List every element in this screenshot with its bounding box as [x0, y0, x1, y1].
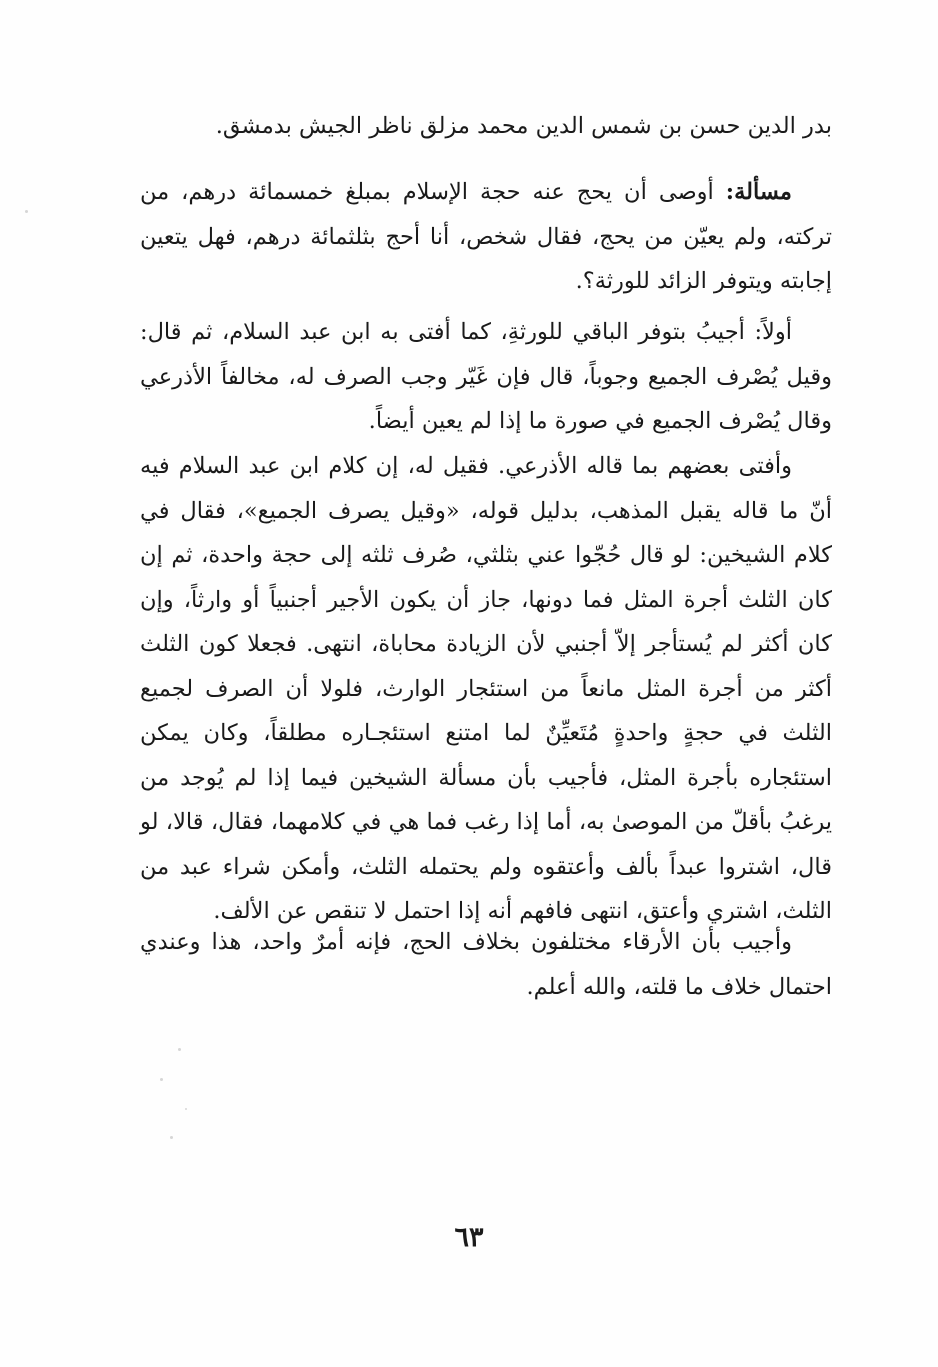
page-number: ٦٣ — [454, 1222, 484, 1253]
paragraph-question — [140, 170, 832, 304]
paragraph-discussion: وأفتى بعضهم بما قاله الأذرعي. فقيل له، إن كلام ابن عبد السلام فيه أنّ ما قاله يقبل المذهب، بدليل قوله، «وقيل يصرف الجميع»، فقال في كلام الشيخين: لو قال حُجّوا عني بثلثي، صُرف ثلثه إلى حجة واحدة، ثم إن كان الثلث أجرة المثل فما دونها، جاز أن يكون الأجير أجنبياً أو وارثاً، وإن كان أكثر لم يُستأجر إلاّ أجنبي لأن الزيادة محاباة، انتهى. فجعلا كون الثلث أكثر من أجرة المثل مانعاً من استئجار الوارث، فلولا أن الصرف لجميع الثلث في حجةٍ واحدةٍ مُتَعيِّنٌ لما امتنع استئجـاره مطلقاً، وكان يمكن استئجاره بأجرة المثل، فأجيب بأن مسألة الشيخين فيما إذا لم يُوجد من يرغبُ بأقلّ من الموصىٰ به، أما إذا رغب فما هي في كلامهما، فقال، قالا، لو قال، اشتروا عبداً بألف وأعتقوه ولم يحتمله الثلث، وأمكن شراء عبد من الثلث، اشتري وأعتق، انتهى فافهم أنه إذا احتمل لا تنقص عن الألف. — [140, 453, 832, 924]
paragraph-conclusion: وأجيب بأن الأرقاء مختلفون بخلاف الحج، فإنه أمرٌ واحد، هذا وعندي احتمال خلاف ما قلته، والله أعلم. — [140, 929, 832, 1000]
question-label: مسألة: — [725, 179, 792, 205]
question-text: أوصى أن يحج عنه حجة الإسلام بمبلغ خمسمائة درهم، من تركته، ولم يعيّن من يحج، فقال شخص، أنا أحج بثلثمائة درهم، فهل يتعين إجابته ويتوفر الزائد للورثة؟. — [140, 179, 832, 294]
scan-speck — [25, 210, 28, 213]
scan-speck — [160, 1078, 163, 1081]
paragraph-first-answer: أولاً: أجيبُ بتوفر الباقي للورثةِ، كما أفتى به ابن عبد السلام، ثم قال: وقيل يُصْرف الجميع وجوباً، قال فإن غَيّر وجب الصرف له، مخالفاً الأذرعي وقال يُصْرف الجميع في صورة ما إذا لم يعين أيضاً. — [140, 319, 832, 434]
scan-speck — [178, 1048, 181, 1051]
paragraph-intro-line: بدر الدين حسن بن شمس الدين محمد مزلق ناظر الجيش بدمشق. — [215, 113, 832, 139]
scan-speck — [185, 1108, 187, 1110]
scan-speck — [170, 1136, 173, 1139]
